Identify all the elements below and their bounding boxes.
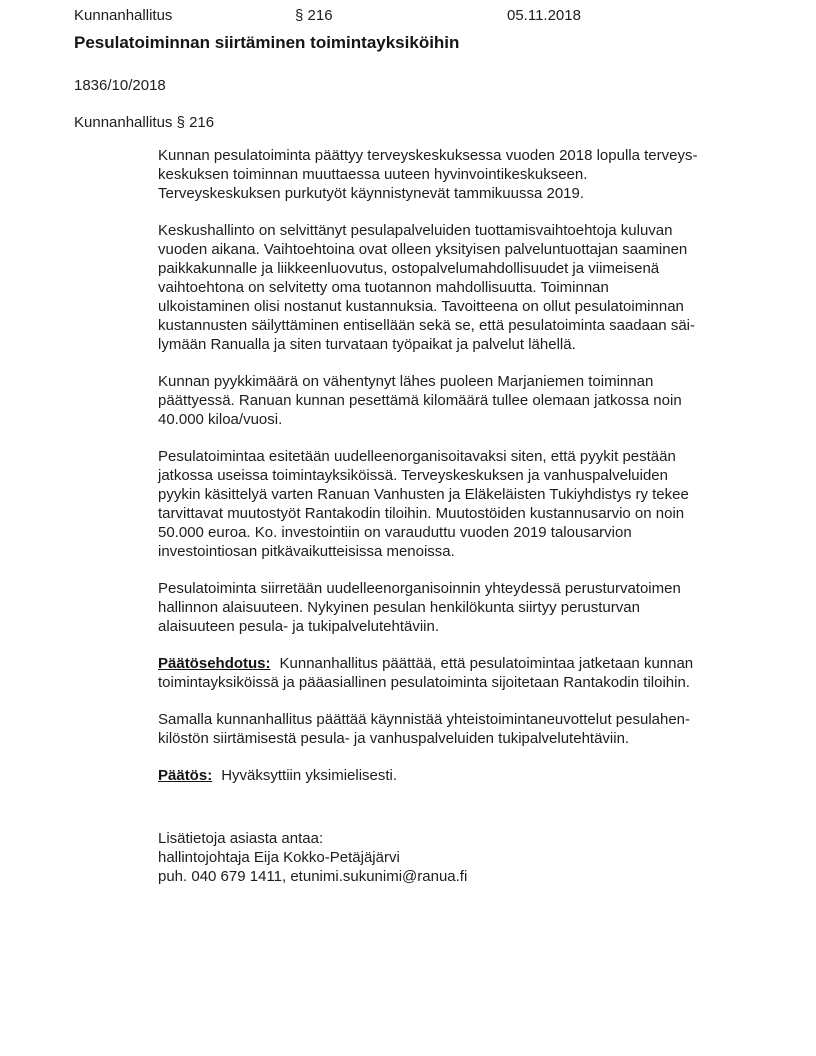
text-line: Lisätietoja asiasta antaa: [158,830,324,847]
paragraph [158,710,783,748]
text-line: puh. 040 679 1411, etunimi.sukunimi@ranua.fi [158,868,468,885]
text-line: hallinnon alaisuuteen. Nykyinen pesulan henkilökunta siirtyy perusturvan [158,599,640,616]
text-line: toimintayksiköissä ja pääasiallinen pesulatoiminta sijoitetaan Rantakodin tiloihin. [158,674,690,691]
paragraph [158,579,783,636]
body-text [158,146,783,904]
document-header [0,7,816,27]
decision-text: Hyväksyttiin yksimielisesti. [221,767,398,784]
text-line: pyykin käsittelyä varten Ranuan Vanhusten ja Eläkeläisten Tukiyhdistys ry tekee [158,486,689,503]
decision-paragraph [158,766,783,785]
text-line: vuoden aikana. Vaihtoehtoina ovat olleen yksityisen palveluntuottajan saaminen [158,241,688,258]
text-line: hallintojohtaja Eija Kokko-Petäjäjärvi [158,849,400,866]
page-title: Pesulatoiminnan siirtäminen toimintayksiköihin [74,33,460,52]
text-line: Pesulatoimintaa esitetään uudelleenorganisoitavaksi siten, että pyykit pestään [158,448,676,465]
section-reference: Kunnanhallitus § 216 [74,114,215,131]
decision-proposal-text: Kunnanhallitus päättää, että pesulatoimintaa jatketaan kunnan [279,655,694,672]
case-number: 1836/10/2018 [74,77,166,94]
header-date: 05.11.2018 [507,7,581,24]
decision-label: Päätös: [158,767,213,784]
text-line: tarvittavat muutostyöt Rantakodin tiloihin. Muutostöiden kustannusarvio on noin [158,505,685,522]
text-line: Kunnan pyykkimäärä on vähentynyt lähes puoleen Marjaniemen toiminnan [158,373,654,390]
text-line: lymään Ranualla ja siten turvataan työpaikat ja palvelut lähellä. [158,336,576,353]
text-line [158,654,783,673]
text-line: Keskushallinto on selvittänyt pesulapalveluiden tuottamisvaihtoehtoja kuluvan [158,222,673,239]
text-line: kilöstön siirtämisestä pesula- ja vanhuspalveluiden tukipalvelutehtäviin. [158,730,630,747]
text-line: kustannusten säilyttäminen entisellään sekä se, että pesulatoiminta saadaan säi- [158,317,695,334]
header-committee: Kunnanhallitus [74,7,173,24]
text-line: Kunnan pesulatoiminta päättyy terveyskeskuksessa vuoden 2018 lopulla terveys- [158,147,698,164]
text-line: päättyessä. Ranuan kunnan pesettämä kilomäärä tullee olemaan jatkossa noin [158,392,682,409]
text-line: ulkoistaminen olisi nostanut kustannuksia. Tavoitteena on ollut pesulatoiminnan [158,298,684,315]
text-line: Terveyskeskuksen purkutyöt käynnistynevät tammikuussa 2019. [158,185,585,202]
paragraph [158,372,783,429]
decision-proposal-label: Päätösehdotus: [158,655,271,672]
text-line: 40.000 kiloa/vuosi. [158,411,283,428]
text-line: vaihtoehtona on selvitetty oma tuotannon mahdollisuutta. Toiminnan [158,279,609,296]
contact-info [158,829,783,886]
paragraph [158,447,783,561]
text-line: paikkakunnalle ja liikkeenluovutus, ostopalvelumahdollisuudet ja viimeisenä [158,260,660,277]
text-line: Pesulatoiminta siirretään uudelleenorganisoinnin yhteydessä perusturvatoimen [158,580,681,597]
text-line: investointiosan pitkävaikutteisissa menoissa. [158,543,455,560]
text-line: alaisuuteen pesula- ja tukipalvelutehtäviin. [158,618,440,635]
header-section-number: § 216 [295,7,333,24]
text-line: jatkossa useissa toimintayksiköissä. Terveyskeskuksen ja vanhuspalveluiden [158,467,668,484]
text-line [158,766,783,785]
text-line: 50.000 euroa. Ko. investointiin on varauduttu vuoden 2019 talousarvion [158,524,632,541]
text-line: keskuksen toiminnan muuttaessa uuteen hyvinvointikeskukseen. [158,166,588,183]
paragraph [158,221,783,354]
paragraph [158,146,783,203]
decision-proposal-paragraph [158,654,783,692]
text-line: Samalla kunnanhallitus päättää käynnistää yhteistoimintaneuvottelut pesulahen- [158,711,691,728]
